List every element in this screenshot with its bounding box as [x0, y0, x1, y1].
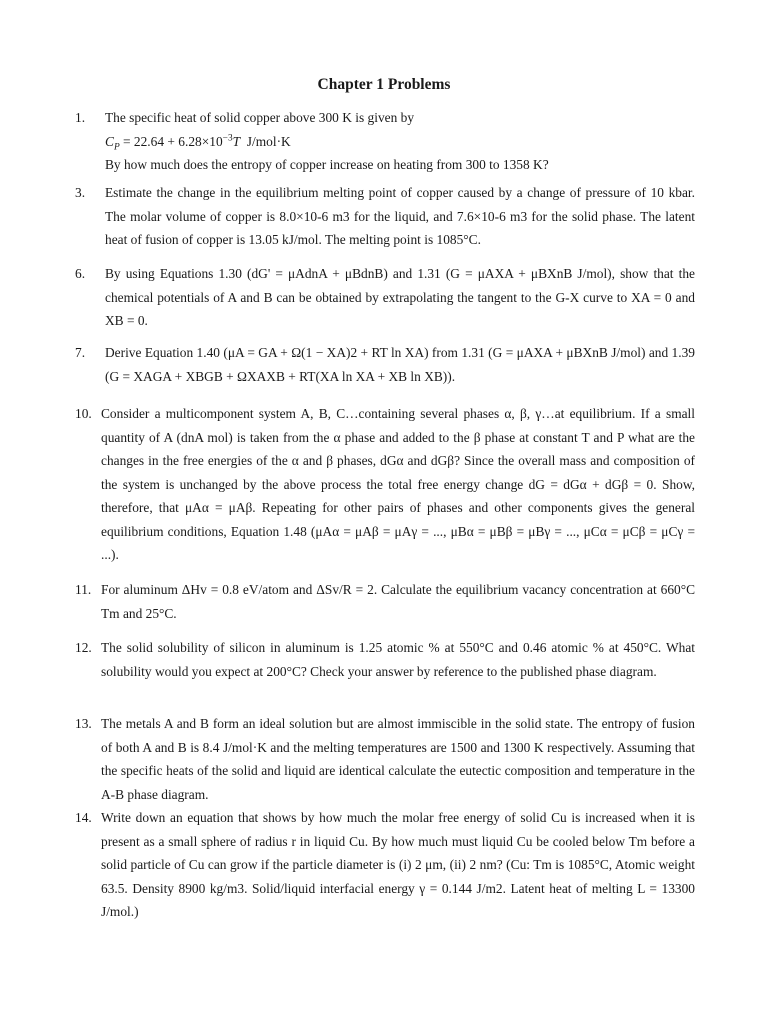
- problem-1: [75, 106, 695, 177]
- problem-body: The metals A and B form an ideal solution but are almost immiscible in the solid state. The entropy of fusion of both A and B is 8.4 J/mol·K and the melting temperatures are 1500 and 1300 K respectively. Assuming that the specific heats of the solid and liquid are identical calculate the eutectic composition and temperature in the A-B phase diagram.: [101, 716, 695, 802]
- problem-3: [75, 181, 695, 252]
- problem-body: Write down an equation that shows by how much the molar free energy of solid Cu is increased when it is present as a small sphere of radius r in liquid Cu. By how much must liquid Cu be cooled below Tm before a solid particle of Cu can grow if the particle diameter is (i) 2 μm, (ii) 2 nm? (Cu: Tm is 1085°C, Atomic weight 63.5. Density 8900 kg/m3. Solid/liquid interfacial energy γ = 0.144 J/m2. Latent heat of melting L = 13300 J/mol.): [101, 810, 695, 919]
- problem-number: 1.: [75, 110, 86, 125]
- problem-10: [75, 402, 695, 567]
- problem-11: [75, 578, 695, 625]
- specific-heat-equation: $C_P = 22.64 + 6.28\times 10^{-3}T$ J/mol·K: [105, 133, 291, 153]
- problem-number: 11.: [75, 582, 92, 597]
- problem-body: [105, 106, 695, 177]
- problem-number: 13.: [75, 716, 92, 731]
- problem-body: Consider a multicomponent system A, B, C…containing several phases α, β, γ…at equilibrium. If a small quantity of A (dnA mol) is taken from the α phase and added to the β phase at constant T and P what are the changes in the free energies of the α and β phases, dGα and dGβ? Since the overall mass and composition of the system is unchanged by the above process the total free energy change dG = dGα + dGβ = 0. Show, therefore, that μAα = μAβ. Repeating for other pairs of phases and other components gives the general equilibrium conditions, Equation 1.48 (μAα = μAβ = μAγ = ..., μBα = μBβ = μBγ = ..., μCα = μCβ = μCγ = ...).: [101, 406, 695, 562]
- problem-intro: The specific heat of solid copper above 300 K is given by: [105, 110, 415, 125]
- problem-number: 12.: [75, 640, 92, 655]
- problem-13: [75, 712, 695, 806]
- problem-6: [75, 262, 695, 333]
- problem-body: Estimate the change in the equilibrium melting point of copper caused by a change of pressure of 10 kbar. The molar volume of copper is 8.0×10-6 m3 for the liquid, and 7.6×10-6 m3 for the solid phase. The latent heat of fusion of copper is 13.05 kJ/mol. The melting point is 1085°C.: [105, 185, 695, 247]
- problem-number: 6.: [75, 266, 86, 281]
- problem-question: By how much does the entropy of copper increase on heating from 300 to 1358 K?: [105, 157, 549, 172]
- problem-number: 10.: [75, 406, 92, 421]
- problem-12: [75, 636, 695, 683]
- problem-number: 7.: [75, 345, 86, 360]
- problem-body: The solid solubility of silicon in aluminum is 1.25 atomic % at 550°C and 0.46 atomic % at 450°C. What solubility would you expect at 200°C? Check your answer by reference to the published phase diagram.: [101, 640, 695, 679]
- problem-body: For aluminum ΔHv = 0.8 eV/atom and ΔSv/R = 2. Calculate the equilibrium vacancy concentration at 660°C Tm and 25°C.: [101, 582, 695, 621]
- problem-7: [75, 341, 695, 388]
- problem-14: [75, 806, 695, 924]
- problem-body: By using Equations 1.30 (dG' = μAdnA + μBdnB) and 1.31 (G = μAXA + μBXnB J/mol), show that the chemical potentials of A and B can be obtained by extrapolating the tangent to the G-X curve to XA = 0 and XB = 0.: [105, 266, 695, 328]
- problem-number: 14.: [75, 810, 92, 825]
- problem-body: Derive Equation 1.40 (μA = GA + Ω(1 − XA)2 + RT ln XA) from 1.31 (G = μAXA + μBXnB J/mol) and 1.39 (G = XAGA + XBGB + ΩXAXB + RT(XA ln XA + XB ln XB)).: [105, 345, 695, 384]
- problem-number: 3.: [75, 185, 86, 200]
- page-title: Chapter 1 Problems: [317, 76, 451, 93]
